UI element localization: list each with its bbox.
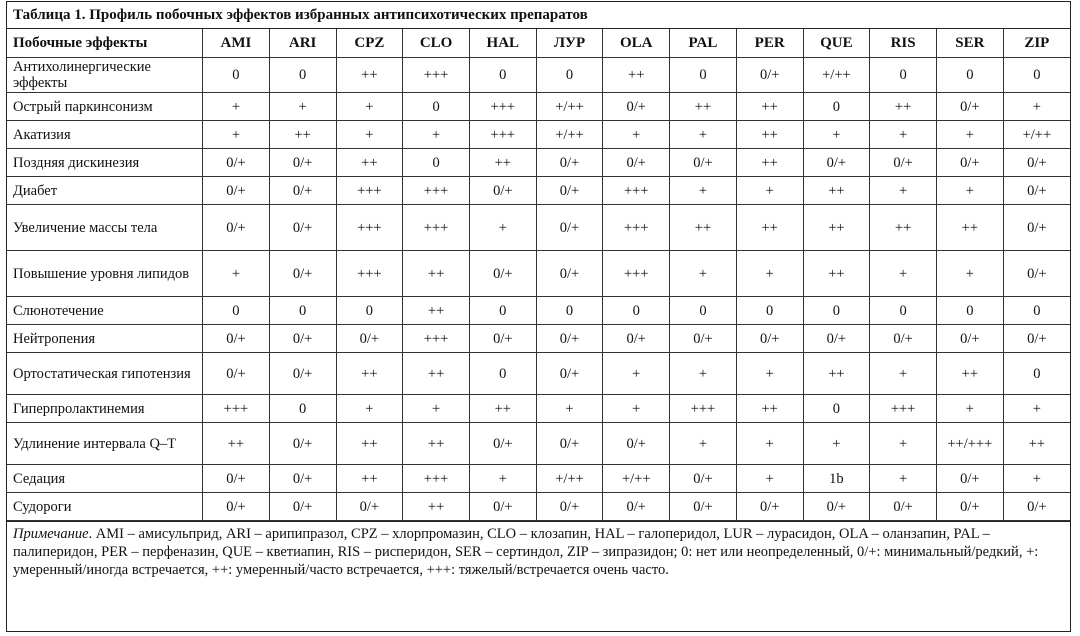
- value-cell: 0/+: [1003, 325, 1070, 353]
- value-cell: ++: [403, 251, 470, 297]
- value-cell: ++: [870, 93, 937, 121]
- drug-column-header: PAL: [670, 29, 737, 58]
- value-cell: 0: [269, 58, 336, 93]
- value-cell: 0/+: [469, 325, 536, 353]
- value-cell: +: [870, 121, 937, 149]
- drug-column-header: QUE: [803, 29, 870, 58]
- table-row: [7, 251, 1070, 297]
- note-label: Примечание: [13, 526, 89, 542]
- drug-column-header: HAL: [469, 29, 536, 58]
- value-cell: ++: [736, 205, 803, 251]
- value-cell: 0: [203, 58, 270, 93]
- value-cell: 0/+: [1003, 251, 1070, 297]
- table-row: [7, 465, 1070, 493]
- value-cell: +: [670, 423, 737, 465]
- drug-column-header: PER: [736, 29, 803, 58]
- value-cell: 0/+: [336, 325, 403, 353]
- value-cell: +: [936, 395, 1003, 423]
- value-cell: ++: [670, 205, 737, 251]
- value-cell: +++: [603, 205, 670, 251]
- value-cell: +: [803, 423, 870, 465]
- value-cell: +: [736, 465, 803, 493]
- value-cell: ++: [803, 353, 870, 395]
- header-row: [7, 29, 1070, 58]
- drug-column-header: AMI: [203, 29, 270, 58]
- value-cell: 0/+: [670, 493, 737, 521]
- value-cell: ++/+++: [936, 423, 1003, 465]
- effect-name-cell: Акатизия: [7, 121, 203, 149]
- value-cell: 0/+: [269, 423, 336, 465]
- value-cell: +: [403, 395, 470, 423]
- value-cell: +++: [336, 205, 403, 251]
- value-cell: +: [736, 177, 803, 205]
- value-cell: 0/+: [803, 493, 870, 521]
- value-cell: ++: [336, 423, 403, 465]
- value-cell: 0/+: [1003, 493, 1070, 521]
- value-cell: ++: [603, 58, 670, 93]
- value-cell: ++: [736, 121, 803, 149]
- value-cell: 0/+: [670, 325, 737, 353]
- value-cell: ++: [336, 353, 403, 395]
- value-cell: +: [203, 93, 270, 121]
- value-cell: 0/+: [269, 325, 336, 353]
- value-cell: ++: [803, 205, 870, 251]
- value-cell: 0/+: [536, 423, 603, 465]
- value-cell: 0: [269, 395, 336, 423]
- value-cell: +: [936, 251, 1003, 297]
- value-cell: +: [736, 251, 803, 297]
- value-cell: 0/+: [536, 205, 603, 251]
- drug-column-header: ARI: [269, 29, 336, 58]
- table-row: [7, 121, 1070, 149]
- value-cell: ++: [1003, 423, 1070, 465]
- value-cell: 0/+: [469, 493, 536, 521]
- value-cell: +: [336, 395, 403, 423]
- value-cell: 0: [469, 58, 536, 93]
- value-cell: +/++: [1003, 121, 1070, 149]
- value-cell: ++: [803, 251, 870, 297]
- value-cell: 0: [1003, 353, 1070, 395]
- value-cell: +: [670, 251, 737, 297]
- value-cell: +: [936, 121, 1003, 149]
- table-row: [7, 177, 1070, 205]
- table-note: [7, 521, 1070, 579]
- value-cell: ++: [803, 177, 870, 205]
- value-cell: 0/+: [536, 149, 603, 177]
- effect-name-cell: Судороги: [7, 493, 203, 521]
- value-cell: 0: [403, 149, 470, 177]
- value-cell: 0/+: [203, 493, 270, 521]
- value-cell: +: [936, 177, 1003, 205]
- value-cell: +: [536, 395, 603, 423]
- drug-column-header: ЛУР: [536, 29, 603, 58]
- effect-name-cell: Удлинение интервала Q–T: [7, 423, 203, 465]
- value-cell: ++: [203, 423, 270, 465]
- value-cell: +: [870, 465, 937, 493]
- value-cell: +++: [403, 325, 470, 353]
- value-cell: 0/+: [269, 251, 336, 297]
- value-cell: ++: [403, 493, 470, 521]
- value-cell: 0/+: [536, 177, 603, 205]
- value-cell: 0/+: [469, 251, 536, 297]
- value-cell: 0/+: [803, 149, 870, 177]
- effect-name-cell: Слюнотечение: [7, 297, 203, 325]
- value-cell: 0: [870, 58, 937, 93]
- value-cell: 0: [203, 297, 270, 325]
- value-cell: 0/+: [736, 325, 803, 353]
- effect-name-cell: Острый паркинсонизм: [7, 93, 203, 121]
- value-cell: 0: [803, 395, 870, 423]
- table-caption: Таблица 1. Профиль побочных эффектов избранных антипсихотических препаратов: [7, 2, 1070, 29]
- value-cell: +: [870, 177, 937, 205]
- value-cell: 0: [736, 297, 803, 325]
- value-cell: 0: [1003, 297, 1070, 325]
- value-cell: +++: [603, 177, 670, 205]
- value-cell: +: [670, 121, 737, 149]
- value-cell: +: [203, 121, 270, 149]
- value-cell: 0/+: [203, 149, 270, 177]
- value-cell: 0/+: [203, 353, 270, 395]
- value-cell: 0/+: [736, 493, 803, 521]
- value-cell: +/++: [803, 58, 870, 93]
- value-cell: 0: [1003, 58, 1070, 93]
- table-row: [7, 325, 1070, 353]
- value-cell: 0/+: [269, 177, 336, 205]
- value-cell: 0/+: [936, 493, 1003, 521]
- value-cell: +: [736, 423, 803, 465]
- value-cell: 0/+: [269, 465, 336, 493]
- table-row: [7, 205, 1070, 251]
- table-row: [7, 423, 1070, 465]
- drug-column-header: ZIP: [1003, 29, 1070, 58]
- value-cell: 0: [936, 297, 1003, 325]
- value-cell: 0/+: [269, 149, 336, 177]
- value-cell: 0/+: [536, 325, 603, 353]
- value-cell: +: [803, 121, 870, 149]
- value-cell: ++: [670, 93, 737, 121]
- value-cell: 0: [936, 58, 1003, 93]
- value-cell: 0/+: [936, 325, 1003, 353]
- value-cell: +++: [203, 395, 270, 423]
- value-cell: 0: [469, 353, 536, 395]
- value-cell: +: [269, 93, 336, 121]
- value-cell: +++: [870, 395, 937, 423]
- value-cell: +: [603, 121, 670, 149]
- value-cell: 0/+: [469, 177, 536, 205]
- effect-name-cell: Нейтропения: [7, 325, 203, 353]
- side-effects-table-frame: [6, 1, 1071, 632]
- value-cell: ++: [469, 149, 536, 177]
- value-cell: 0/+: [203, 465, 270, 493]
- value-cell: 0/+: [536, 493, 603, 521]
- value-cell: +/++: [536, 465, 603, 493]
- value-cell: 0/+: [603, 149, 670, 177]
- value-cell: 0/+: [670, 465, 737, 493]
- value-cell: ++: [336, 58, 403, 93]
- value-cell: 0/+: [603, 423, 670, 465]
- table-row: [7, 297, 1070, 325]
- value-cell: 0: [670, 297, 737, 325]
- value-cell: 0/+: [203, 177, 270, 205]
- value-cell: ++: [870, 205, 937, 251]
- value-cell: +: [670, 177, 737, 205]
- value-cell: ++: [736, 93, 803, 121]
- drug-column-header: CPZ: [336, 29, 403, 58]
- value-cell: +: [670, 353, 737, 395]
- value-cell: +++: [403, 465, 470, 493]
- effect-name-cell: Поздняя дискинезия: [7, 149, 203, 177]
- value-cell: +: [469, 465, 536, 493]
- value-cell: ++: [936, 353, 1003, 395]
- value-cell: 0/+: [336, 493, 403, 521]
- value-cell: 0/+: [603, 493, 670, 521]
- value-cell: 0/+: [203, 205, 270, 251]
- value-cell: 0: [403, 93, 470, 121]
- drug-column-header: SER: [936, 29, 1003, 58]
- value-cell: +: [603, 395, 670, 423]
- value-cell: ++: [469, 395, 536, 423]
- value-cell: +++: [403, 177, 470, 205]
- value-cell: 0/+: [936, 465, 1003, 493]
- value-cell: 0/+: [1003, 177, 1070, 205]
- table-row: [7, 93, 1070, 121]
- value-cell: ++: [336, 149, 403, 177]
- value-cell: ++: [736, 395, 803, 423]
- value-cell: 0/+: [536, 251, 603, 297]
- effect-name-cell: Ортостатическая гипотензия: [7, 353, 203, 395]
- effect-name-cell: Увеличение массы тела: [7, 205, 203, 251]
- table-row: [7, 58, 1070, 93]
- effect-name-cell: Седация: [7, 465, 203, 493]
- value-cell: +: [870, 423, 937, 465]
- value-cell: 0: [803, 297, 870, 325]
- value-cell: 0/+: [736, 58, 803, 93]
- value-cell: ++: [403, 353, 470, 395]
- value-cell: 0: [469, 297, 536, 325]
- value-cell: 0/+: [536, 353, 603, 395]
- value-cell: +: [203, 251, 270, 297]
- value-cell: +: [1003, 93, 1070, 121]
- value-cell: +: [1003, 395, 1070, 423]
- value-cell: 0/+: [269, 493, 336, 521]
- value-cell: 0: [670, 58, 737, 93]
- value-cell: +: [1003, 465, 1070, 493]
- value-cell: ++: [736, 149, 803, 177]
- value-cell: +++: [670, 395, 737, 423]
- drug-column-header: CLO: [403, 29, 470, 58]
- value-cell: 0/+: [603, 93, 670, 121]
- value-cell: ++: [936, 205, 1003, 251]
- value-cell: 0/+: [870, 325, 937, 353]
- value-cell: 0: [870, 297, 937, 325]
- value-cell: 0/+: [269, 353, 336, 395]
- value-cell: 0/+: [803, 325, 870, 353]
- value-cell: +: [870, 353, 937, 395]
- value-cell: 0: [536, 58, 603, 93]
- effect-name-cell: Гиперпролактинемия: [7, 395, 203, 423]
- value-cell: 0/+: [603, 325, 670, 353]
- drug-column-header: RIS: [870, 29, 937, 58]
- value-cell: 0/+: [469, 423, 536, 465]
- value-cell: 0: [603, 297, 670, 325]
- value-cell: 0/+: [870, 493, 937, 521]
- value-cell: +++: [403, 205, 470, 251]
- note-text: . AMI – амисульприд, ARI – арипипразол, CPZ – хлорпромазин, CLO – клозапин, HAL – галоперидол, LUR – лурасидон, OLA – оланзапин, PAL – палиперидон, PER – перфеназин, QUE – кветиапин, RIS – рисперидон, SER – сертиндол, ZIP – зипразидон; 0: нет или неопределенный, 0/+: минимальный/редкий, +: умеренный/иногда встречается, ++: умеренный/часто встречается, +++: тяжелый/встречается очень часто.: [13, 526, 1039, 578]
- effect-name-cell: Антихолинергические эффекты: [7, 58, 203, 93]
- side-effects-table: [7, 29, 1070, 521]
- value-cell: +: [403, 121, 470, 149]
- value-cell: 0/+: [203, 325, 270, 353]
- value-cell: 0/+: [936, 149, 1003, 177]
- value-cell: 0: [536, 297, 603, 325]
- effect-name-cell: Диабет: [7, 177, 203, 205]
- effect-name-cell: Повышение уровня липидов: [7, 251, 203, 297]
- value-cell: ++: [403, 297, 470, 325]
- table-row: [7, 149, 1070, 177]
- value-cell: +++: [403, 58, 470, 93]
- value-cell: 0/+: [1003, 149, 1070, 177]
- value-cell: +/++: [536, 121, 603, 149]
- value-cell: 0/+: [670, 149, 737, 177]
- table-body: [7, 58, 1070, 521]
- value-cell: +: [870, 251, 937, 297]
- drug-column-header: OLA: [603, 29, 670, 58]
- value-cell: +: [336, 121, 403, 149]
- value-cell: ++: [336, 465, 403, 493]
- value-cell: ++: [403, 423, 470, 465]
- table-row: [7, 395, 1070, 423]
- value-cell: +++: [469, 93, 536, 121]
- value-cell: +++: [336, 251, 403, 297]
- table-row: [7, 353, 1070, 395]
- value-cell: +/++: [603, 465, 670, 493]
- table-row: [7, 493, 1070, 521]
- value-cell: +++: [336, 177, 403, 205]
- value-cell: +: [336, 93, 403, 121]
- value-cell: 0/+: [936, 93, 1003, 121]
- value-cell: +: [603, 353, 670, 395]
- value-cell: 1b: [803, 465, 870, 493]
- value-cell: +++: [469, 121, 536, 149]
- value-cell: 0/+: [269, 205, 336, 251]
- value-cell: +: [469, 205, 536, 251]
- value-cell: +++: [603, 251, 670, 297]
- effect-column-header: Побочные эффекты: [7, 29, 203, 58]
- value-cell: +: [736, 353, 803, 395]
- value-cell: ++: [269, 121, 336, 149]
- value-cell: 0/+: [870, 149, 937, 177]
- value-cell: 0: [803, 93, 870, 121]
- value-cell: 0: [336, 297, 403, 325]
- value-cell: 0/+: [1003, 205, 1070, 251]
- value-cell: 0: [269, 297, 336, 325]
- value-cell: +/++: [536, 93, 603, 121]
